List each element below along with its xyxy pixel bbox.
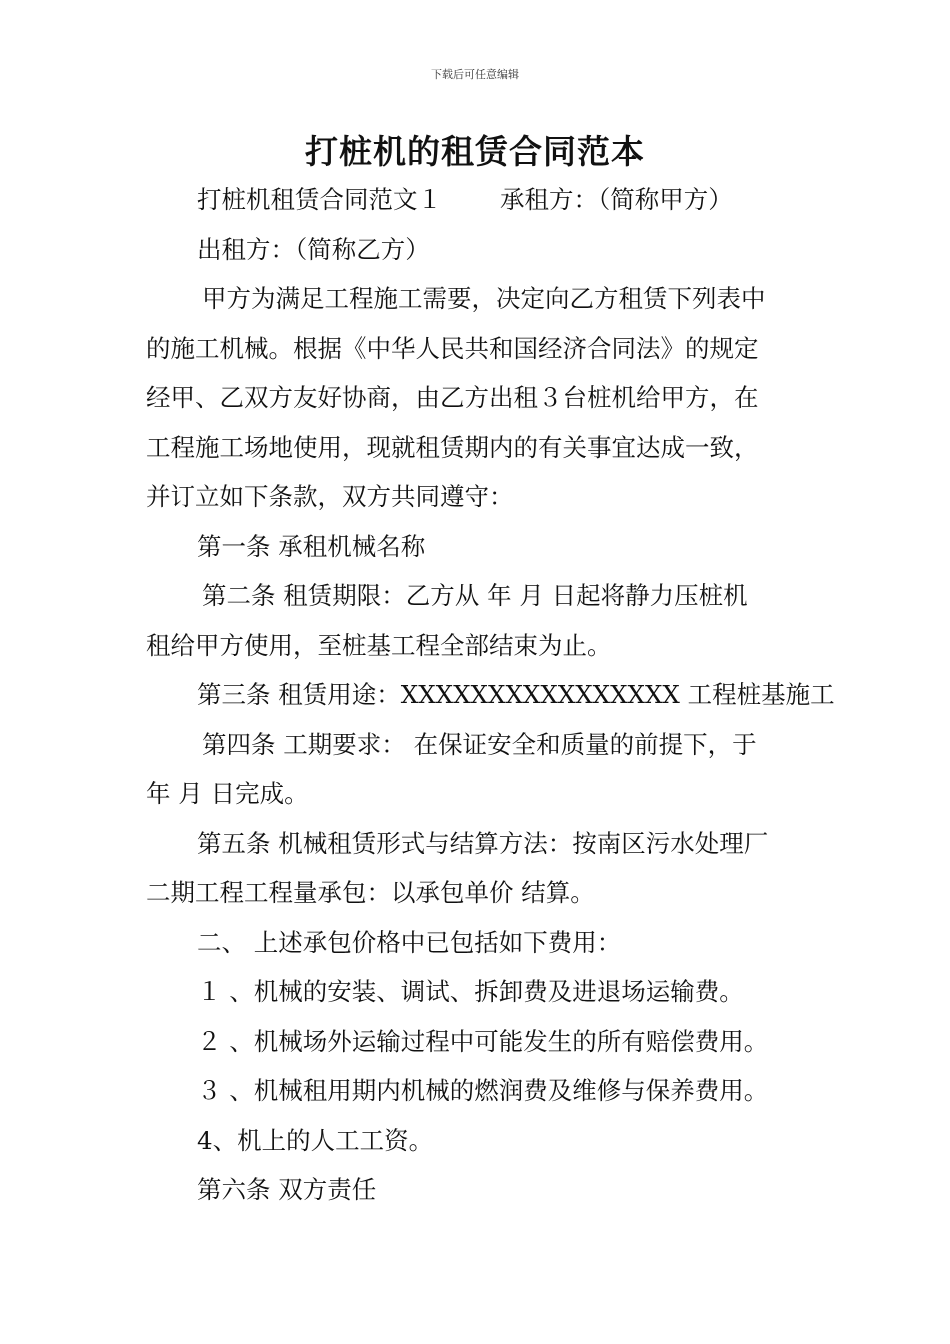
list-item: ２ 、机械场外运输过程中可能发生的所有赔偿费用。 (197, 1026, 769, 1056)
article-4: 第四条 工期要求： 在保证安全和质量的前提下，于 (202, 729, 757, 759)
article-6: 第六条 双方责任 (197, 1175, 377, 1204)
article-1: 第一条 承租机械名称 (197, 531, 426, 561)
paragraph-line: 的施工机械。根据《中华人民共和国经济合同法》的规定 (146, 333, 759, 363)
paragraph-line: 二期工程工程量承包：以承包单价 结算。 (146, 878, 595, 907)
list-item: １ 、机械的安装、调试、拆卸费及进退场运输费。 (197, 977, 744, 1006)
document-title: 打桩机的租赁合同范本 (305, 132, 645, 171)
section-2: 二、 上述承包价格中已包括如下费用： (197, 927, 622, 957)
lessee-label: 承租方：（简称甲方） (500, 185, 733, 214)
article-2: 第二条 租赁期限：乙方从 年 月 日起将静力压桩机 (202, 581, 748, 610)
contract-body (146, 175, 835, 1215)
paragraph-line: 经甲、乙双方友好协商，由乙方出租３台桩机给甲方，在 (146, 383, 759, 412)
paragraph-line: 工程施工场地使用，现就租赁期内的有关事宜达成一致， (146, 432, 759, 462)
article-3: 第三条 租赁用途：XXXXXXXXXXXXXXXX 工程桩基施工 (197, 680, 835, 709)
contract-subtitle: 打桩机租赁合同范文１ (197, 185, 442, 214)
header-note: 下载后可任意编辑 (431, 68, 519, 81)
list-item: 4、机上的人工工资。 (197, 1125, 434, 1155)
paragraph-line: 甲方为满足工程施工需要，决定向乙方租赁下列表中 (202, 284, 766, 313)
article-5: 第五条 机械租赁形式与结算方法：按南区污水处理厂 (197, 828, 769, 858)
list-item: ３ 、机械租用期内机械的燃润费及维修与保养费用。 (197, 1076, 769, 1105)
lessor-label: 出租方：（简称乙方） (197, 234, 430, 264)
paragraph-line: 并订立如下条款，双方共同遵守： (146, 482, 514, 511)
paragraph-line: 年 月 日完成。 (146, 779, 309, 808)
paragraph-line: 租给甲方使用，至桩基工程全部结束为止。 (146, 630, 612, 660)
paragraph-line (146, 175, 810, 225)
